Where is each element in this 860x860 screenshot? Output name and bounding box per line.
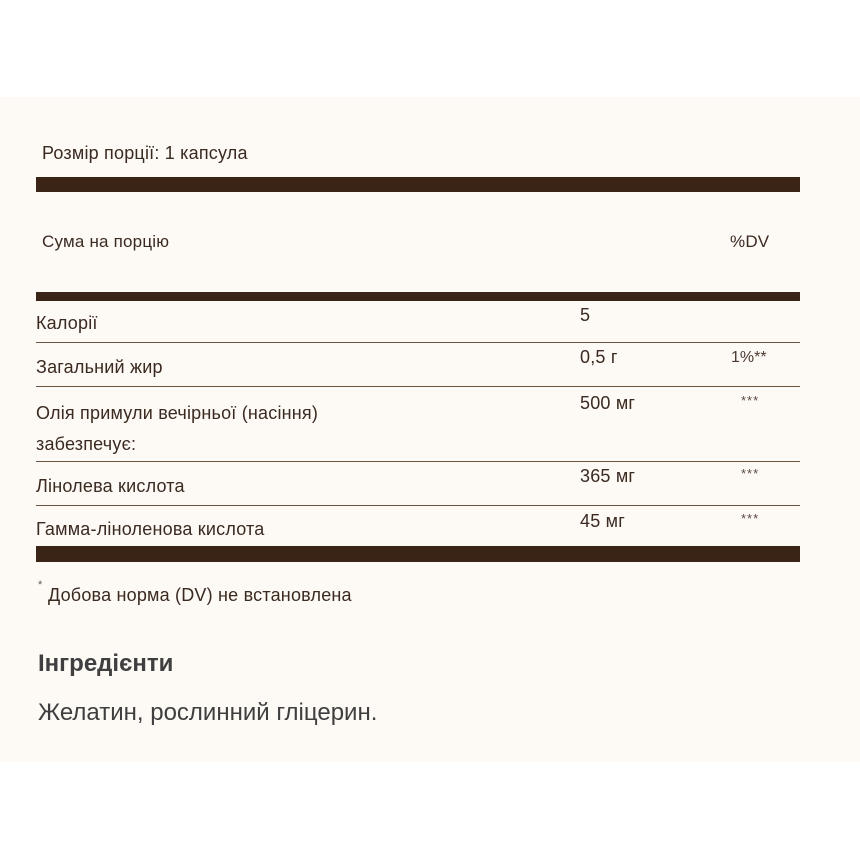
nutrient-name-primrose-oil-line1: Олія примули вечірньої (насіння) [36, 403, 319, 423]
footnote-mark: * [38, 579, 43, 591]
row-divider [36, 505, 800, 506]
nutrient-amount-linoleic-acid: 365 мг [580, 466, 636, 486]
ingredients-title: Інгредієнти [38, 650, 174, 677]
nutrient-dv-primrose-oil: *** [741, 393, 760, 408]
row-divider [36, 386, 800, 387]
nutrient-name-linoleic-acid: Лінолева кислота [36, 476, 185, 496]
nutrient-amount-calories: 5 [580, 305, 591, 325]
footnote-text: Добова норма (DV) не встановлена [48, 585, 352, 605]
ingredients-text: Желатин, рослинний гліцерин. [38, 699, 378, 726]
nutrient-name-gla: Гамма-ліноленова кислота [36, 519, 265, 539]
nutrient-name-calories: Калорії [36, 313, 98, 333]
nutrient-amount-primrose-oil: 500 мг [580, 393, 636, 413]
header-thick-divider [36, 292, 800, 301]
nutrient-amount-gla: 45 мг [580, 511, 625, 531]
nutrient-name-primrose-oil-line2: забезпечує: [36, 434, 137, 454]
row-divider [36, 461, 800, 462]
nutrient-name-total-fat: Загальний жир [36, 357, 163, 377]
dv-header: %DV [730, 232, 770, 251]
row-divider [36, 342, 800, 343]
nutrient-amount-total-fat: 0,5 г [580, 347, 618, 367]
nutrient-dv-gla: *** [741, 511, 760, 526]
amount-per-serving-header: Сума на порцію [42, 232, 170, 251]
nutrient-dv-linoleic-acid: *** [741, 466, 760, 481]
top-thick-divider [36, 177, 800, 192]
nutrient-dv-total-fat: 1%** [731, 349, 767, 366]
bottom-thick-divider [36, 546, 800, 562]
serving-size: Розмір порції: 1 капсула [42, 143, 248, 163]
